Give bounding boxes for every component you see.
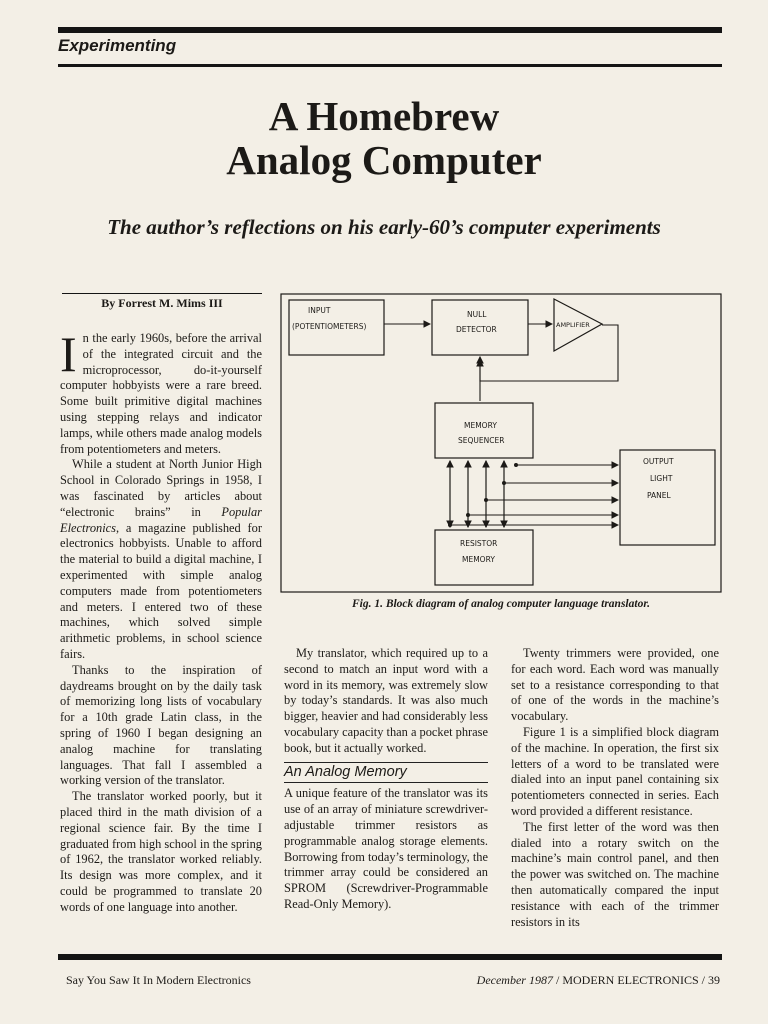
paragraph: Thanks to the inspiration of daydreams brought on by the daily task of memorizing long lists of vocabulary for a 10th grade Latin class, in the spring of 1960 I began designing an analog machine for translating languages. That fall I assembled a working version of the translator. [60, 662, 262, 788]
block-diagram [280, 293, 722, 593]
paragraph: Figure 1 is a simplified block diagram of the machine. In operation, the first six letters of a word to be translated were dialed into an input panel containing six potentiometers connected in series. Each word provided a different resistance. [511, 724, 719, 818]
svg-text:RESISTOR: RESISTOR [460, 539, 498, 548]
svg-text:MEMORY: MEMORY [464, 421, 497, 430]
separator: / [555, 973, 560, 987]
paragraph: The first letter of the word was then dialed into a rotary switch on the machine’s main control panel, and then the power was switched on. The machine then automatically compared the input resistance with each of the trimmer resistors in its [511, 819, 719, 929]
byline: By Forrest M. Mims III [101, 296, 223, 310]
title-line-2: Analog Computer [226, 137, 542, 183]
svg-text:NULL: NULL [467, 310, 487, 319]
svg-text:MEMORY: MEMORY [462, 555, 495, 564]
memory-sequencer-block [435, 403, 533, 458]
svg-text:AMPLIFIER: AMPLIFIER [556, 321, 590, 329]
article-title [0, 94, 768, 182]
junction-dots [448, 463, 518, 527]
svg-text:LIGHT: LIGHT [650, 474, 673, 483]
paragraph: In the early 1960s, before the arrival of the integrated circuit and the microprocessor, do-it-yourself computer hobbyists were a rare breed. Some built primitive digital machines using stepping relays and indicator lamps, while others made analog models from potentiometers and meters. [60, 326, 262, 456]
amplifier-block [554, 299, 602, 351]
paragraph: A unique feature of the translator was its use of an array of miniature screwdriver-adjustable trimmer resistors as programmable analog storage elements. Borrowing from today’s terminology, the trimmer array could be considered an SPROM (Screwdriver-Programmable Read-Only Memory). [284, 786, 488, 911]
top-rule [58, 27, 722, 33]
byline-rule [62, 293, 262, 294]
page-number: 39 [708, 973, 720, 987]
paragraph: While a student at North Junior High School in Colorado Springs in 1958, I was fascinated by articles about “electronic brains” in Popular Electronics, a magazine published for electronics hobbyists. Unable to afford the material to build a digital machine, I experimented with simple analog computers made from potentiometers and meters. I entered two of these machines, which solved simple arithmetic problems, in school science fairs. [60, 457, 262, 661]
null-detector-block [432, 300, 528, 355]
resistor-memory-block [435, 530, 533, 585]
paragraph: Twenty trimmers were provided, one for each word. Each word was manually set to a resistance corresponding to that of one of the words in the machine’s vocabulary. [511, 646, 719, 724]
figure-caption: Fig. 1. Block diagram of analog computer language translator. [351, 598, 651, 610]
input-block [289, 300, 384, 355]
column-3 [511, 646, 719, 930]
output-light-panel-block [620, 450, 715, 545]
paragraph: My translator, which required up to a second to match an input word with a word in its memory, was extremely slow by today’s standards. It was also much bigger, heavier and had considerably less vocabulary capacity than a pocket phrase book, but it actually worked. [284, 646, 489, 755]
magazine-name: MODERN ELECTRONICS [562, 973, 699, 987]
separator: / [701, 973, 705, 987]
svg-text:(POTENTIOMETERS): (POTENTIOMETERS) [292, 322, 367, 331]
footer-tagline: Say You Saw It In Modern Electronics [66, 973, 251, 987]
footer-folio [477, 973, 720, 988]
svg-text:PANEL: PANEL [647, 491, 671, 500]
section-label: Experimenting [58, 36, 177, 55]
footer-rule [58, 954, 722, 960]
section-heading: An Analog Memory [284, 762, 488, 784]
svg-text:OUTPUT: OUTPUT [643, 457, 674, 466]
paragraph: The translator worked poorly, but it placed third in the math division of a regional science fair. By the time I graduated from high school in the spring of 1962, the translator worked reliably. Its design was more complex, and it could be programmed to translate 20 words of one language into another. [60, 789, 262, 914]
svg-text:DETECTOR: DETECTOR [456, 325, 497, 334]
column-1 [60, 326, 262, 915]
column-2 [284, 646, 488, 913]
svg-text:INPUT: INPUT [308, 306, 331, 315]
section-rule [58, 64, 722, 67]
svg-text:SEQUENCER: SEQUENCER [458, 436, 505, 445]
drop-cap: I [60, 326, 77, 382]
title-line-1: A Homebrew [268, 93, 500, 139]
article-subtitle: The author’s reflections on his early-60’s computer experiments [107, 215, 661, 239]
issue-date: December 1987 [476, 973, 553, 987]
